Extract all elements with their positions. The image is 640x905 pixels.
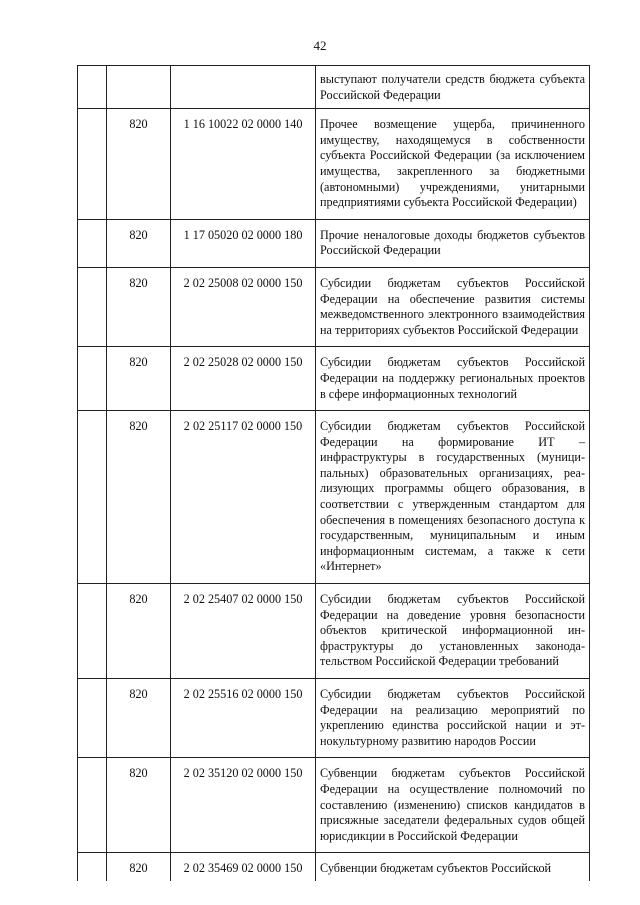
admin-code-cell: 820: [107, 584, 171, 679]
blank-cell: [78, 853, 107, 881]
table-row: [78, 347, 590, 411]
admin-code-cell: 820: [107, 758, 171, 853]
table-row: [78, 853, 590, 881]
classification-code-cell: 2 02 25407 02 0000 150: [171, 584, 316, 679]
revenue-name-cell: Субвенции бюджетам субъектов Российской: [316, 853, 590, 881]
blank-cell: [78, 347, 107, 411]
admin-code-cell: 820: [107, 679, 171, 758]
revenue-name-cell: Субсидии бюджетам субъектов Российской Федерации на формирование ИТ – инфраструктуры в государственных (муниципальных) образовательных организациях, реализующих программы общего образования, в соответствии с утвержденным стандартом для обеспечения в помещениях безопасного доступа к государственным, муниципальным и иным информационным системам, а также к сети «Интернет»: [316, 411, 590, 584]
admin-code-cell: 820: [107, 411, 171, 584]
table-row: [78, 679, 590, 758]
budget-revenue-table: [77, 65, 590, 881]
classification-code-cell: 2 02 35120 02 0000 150: [171, 758, 316, 853]
table-row: [78, 66, 590, 109]
admin-code-cell: 820: [107, 267, 171, 346]
classification-code-cell: 2 02 25028 02 0000 150: [171, 347, 316, 411]
admin-code-cell: 820: [107, 853, 171, 881]
revenue-name-cell: Прочее возмещение ущерба, причиненного имуществу, находящемуся в собственности субъекта Российской Федерации (за исключением имущества, закрепленного за бюджетными (автономными) учреждениями, унитарными предприятиями субъекта Российской Федерации): [316, 109, 590, 220]
revenue-name-cell: Прочие неналоговые доходы бюджетов субъектов Российской Федерации: [316, 219, 590, 267]
table-row: [78, 219, 590, 267]
revenue-name-cell: Субсидии бюджетам субъектов Российской Федерации на поддержку региональных проектов в сфере информационных технологий: [316, 347, 590, 411]
revenue-name-cell: Субсидии бюджетам субъектов Российской Федерации на доведение уровня безопасности объектов критической информационной инфраструктуры до установленных законодательством Российской Федерации требований: [316, 584, 590, 679]
blank-cell: [78, 411, 107, 584]
classification-code-cell: 1 17 05020 02 0000 180: [171, 219, 316, 267]
table-row: [78, 584, 590, 679]
classification-code-cell: 2 02 35469 02 0000 150: [171, 853, 316, 881]
classification-code-cell: 1 16 10022 02 0000 140: [171, 109, 316, 220]
classification-code-cell: 2 02 25117 02 0000 150: [171, 411, 316, 584]
admin-code-cell: 820: [107, 109, 171, 220]
revenue-name-cell: выступают получатели средств бюджета субъекта Российской Федерации: [316, 66, 590, 109]
revenue-name-cell: Субсидии бюджетам субъектов Российской Федерации на обеспечение развития системы межведомственного электронного взаимодействия на территориях субъектов Российской Федерации: [316, 267, 590, 346]
blank-cell: [78, 109, 107, 220]
admin-code-cell: [107, 66, 171, 109]
blank-cell: [78, 66, 107, 109]
classification-code-cell: 2 02 25008 02 0000 150: [171, 267, 316, 346]
admin-code-cell: 820: [107, 219, 171, 267]
classification-code-cell: 2 02 25516 02 0000 150: [171, 679, 316, 758]
blank-cell: [78, 679, 107, 758]
table-row: [78, 758, 590, 853]
table-row: [78, 109, 590, 220]
revenue-name-cell: Субсидии бюджетам субъектов Российской Федерации на реализацию мероприятий по укреплению единства российской нации и этнокультурному развитию народов России: [316, 679, 590, 758]
blank-cell: [78, 758, 107, 853]
table-row: [78, 267, 590, 346]
blank-cell: [78, 584, 107, 679]
table-row: [78, 411, 590, 584]
blank-cell: [78, 219, 107, 267]
page-number: 42: [313, 38, 327, 53]
classification-code-cell: [171, 66, 316, 109]
blank-cell: [78, 267, 107, 346]
revenue-name-cell: Субвенции бюджетам субъектов Российской Федерации на осуществление полномочий по составлению (изменению) списков кандидатов в присяжные заседатели федеральных судов общей юрисдикции в Российской Федерации: [316, 758, 590, 853]
admin-code-cell: 820: [107, 347, 171, 411]
